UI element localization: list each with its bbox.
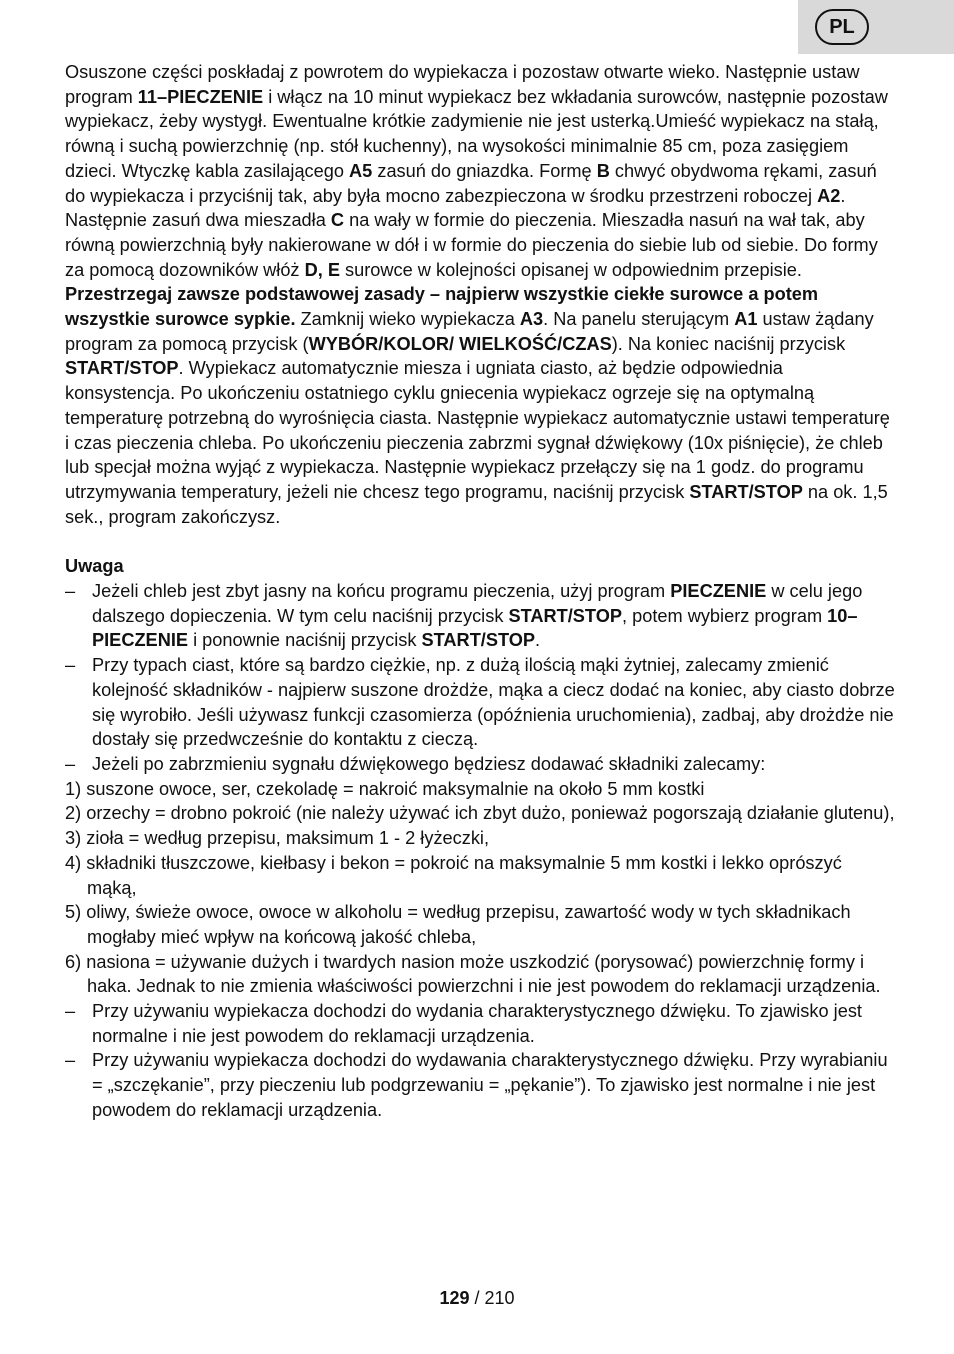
numbered-item: 4) składniki tłuszczowe, kiełbasy i bekon = pokroić na maksymalnie 5 mm kostki i lekko oprószyć mąką, [65, 852, 842, 898]
language-badge: PL [815, 9, 869, 45]
note-list-item [65, 999, 895, 1048]
document-body [65, 60, 895, 1123]
note-list-item [65, 653, 895, 752]
note-text: Przy używaniu wypiekacza dochodzi do wydania charakterystycznego dźwięku. To zjawisko jest normalne i nie jest powodem do reklamacji urządzenia. [92, 1001, 862, 1046]
note-text: Jeżeli chleb jest zbyt jasny na końcu programu pieczenia, użyj program PIECZENIE w celu jego dalszego dopieczenia. W tym celu naciśnij przycisk START/STOP, potem wybierz program 10–PIECZENIE i ponownie naciśnij przycisk START/STOP. [92, 581, 863, 651]
current-page: 129 [439, 1288, 470, 1308]
note-text: Przy typach ciast, które są bardzo ciężkie, np. z dużą ilością mąki żytniej, zalecamy zmienić kolejność składników - najpierw suszone drożdże, mąka a ciecz dodać na koniec, aby ciasto dobrze się wyrobiło. Jeśli używasz funkcji czasomierza (opóźnienia uruchomienia), zadbaj, aby drożdże nie dostały się przedwcześnie do kontaktu z cieczą. [92, 655, 895, 750]
numbered-item: 2) orzechy = drobno pokroić (nie należy używać ich zbyt dużo, ponieważ pogorszają działanie glutenu), [65, 803, 895, 824]
total-pages: / 210 [469, 1288, 515, 1308]
numbered-item: 5) oliwy, świeże owoce, owoce w alkoholu = według przepisu, zawartość wody w tych składnikach mogłaby mieć wpływ na końcową jakość chleba, [65, 902, 851, 947]
uwaga-heading: Uwaga [65, 556, 124, 577]
note-list-item [65, 579, 895, 653]
numbered-item: 3) zioła = według przepisu, maksimum 1 - 2 łyżeczki, [65, 828, 490, 849]
paragraph-setup: Osuszone części poskładaj z powrotem do wypiekacza i pozostaw otwarte wieko. Następnie ustaw program 11–PIECZENIE i włącz na 10 minut wypiekacz bez wkładania surowców, następnie pozostaw wypiekacz, żeby wystygł. Ewentualne krótkie zadymienie nie jest usterką.Umieść wypiekacz na stałą, równą i suchą powierzchnię (np. stół kuchenny), na wysokości minimalnie 85 cm, poza zasięgiem dzieci. Wtyczkę kabla zasilającego A5 zasuń do gniazdka. Formę B chwyć obydwoma rękami, zasuń do wypiekacza i przyciśnij tak, aby była mocno zabezpieczona w środku przestrzeni roboczej A2. Następnie zasuń dwa mieszadła C na wały w formie do pieczenia. Mieszadła nasuń na wał tak, aby równą powierzchnią były nakierowane w dół i w formie do pieczenia do siebie lub od siebie. Do formy za pomocą dozowników włóż D, E surowce w kolejności opisanej w odpowiednim przepisie. Przestrzegaj zawsze podstawowej zasady – najpierw wszystkie ciekłe surowce a potem wszystkie surowce sypkie. Zamknij wieko wypiekacza A3. Na panelu sterującym A1 ustaw żądany program za pomocą przycisk (WYBÓR/KOLOR/ WIELKOŚĆ/CZAS). Na koniec naciśnij przycisk START/STOP. Wypiekacz automatycznie miesza i ugniata ciasto, aż będzie odpowiednia konsystencja. Po ukończeniu ostatniego cyklu gniecenia wypiekacz ogrzeje się na optymalną temperaturę potrzebną do wyrośnięcia ciasta. Następnie wypiekacz automatycznie ustawi temperaturę i czas pieczenia chleba. Po ukończeniu pieczenia zabrzmi sygnał dźwiękowy (10x piśnięcie), że chleb lub specjał można wyjąć z wypiekacza. Następnie wypiekacz przełączy się na 1 godz. do programu utrzymywania temperatury, jeżeli nie chcesz tego programu, naciśnij przycisk START/STOP na ok. 1,5 sek., program zakończysz. [65, 62, 890, 527]
note-list-item [65, 1048, 895, 1122]
numbered-item: 1) suszone owoce, ser, czekoladę = nakroić maksymalnie na około 5 mm kostki [65, 778, 705, 799]
numbered-item: 6) nasiona = używanie dużych i twardych nasion może uszkodzić (porysować) powierzchnię formy i haka. Jednak to nie zmienia właściwości powierzchni i nie jest powodem do reklamacji urządzenia. [65, 951, 881, 997]
note-text: Przy używaniu wypiekacza dochodzi do wydawania charakterystycznego dźwięku. Przy wyrabianiu = „szczękanie”, przy pieczeniu lub podgrzewaniu = „pękanie”). To zjawisko jest normalne i nie jest powodem do reklamacji urządzenia. [92, 1050, 888, 1120]
dash-bullet: – [65, 753, 76, 774]
dash-bullet: – [65, 1001, 76, 1022]
note-list-item [65, 752, 895, 777]
page-number [0, 1286, 954, 1311]
note-text: Jeżeli po zabrzmieniu sygnału dźwiękowego będziesz dodawać składniki zalecamy: [92, 753, 766, 774]
dash-bullet: – [65, 1050, 76, 1071]
dash-bullet: – [65, 581, 76, 602]
dash-bullet: – [65, 655, 76, 676]
language-tab [798, 0, 954, 54]
